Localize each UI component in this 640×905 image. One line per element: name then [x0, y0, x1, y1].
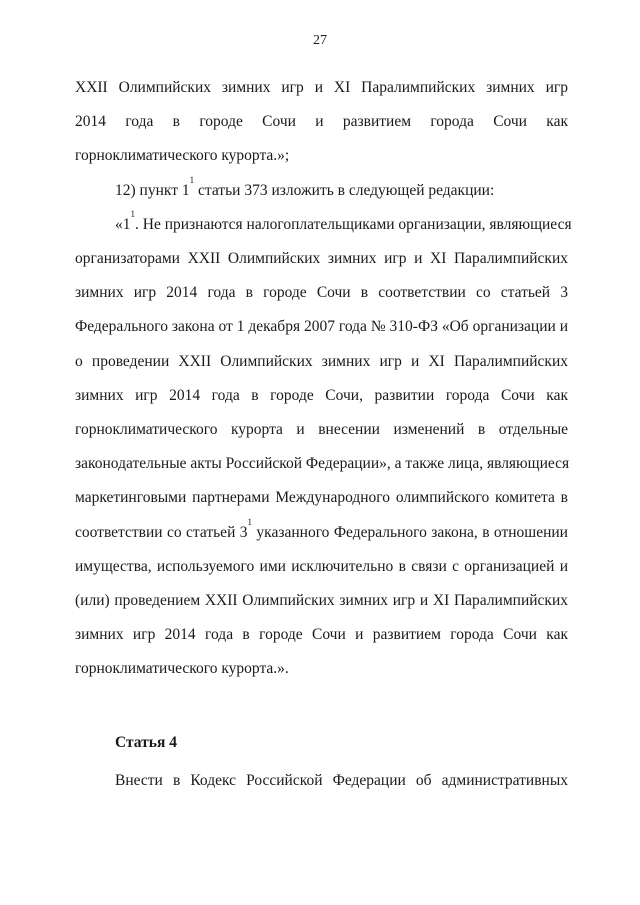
text-line [115, 174, 568, 208]
text-line [75, 516, 568, 550]
sup-line-after: указанного Федерального закона, в отношении [252, 523, 568, 541]
item-12-paragraph [75, 174, 568, 208]
quote-first-line: . Не признаются налогоплательщиками организации, являющиеся [135, 215, 572, 233]
quote-open: «1 [115, 215, 131, 233]
text-line: горноклиматического курорта и внесении изменений в отдельные [75, 421, 568, 439]
text-line: о проведении XXII Олимпийских зимних игр и XI Паралимпийских [75, 352, 568, 370]
text-line: маркетинговыми партнерами Международного олимпийского комитета в [75, 489, 568, 507]
document-body [75, 71, 572, 687]
continuation-paragraph [75, 71, 568, 174]
text-line: законодательные акты Российской Федерации», а также лица, являющиеся [75, 455, 570, 473]
sup-line-before: соответствии со статьей 3 [75, 523, 248, 541]
text-line: имущества, используемого ими исключительно в связи с организацией и [75, 557, 568, 575]
superscript: 1 [189, 174, 195, 185]
text-line: (или) проведением XXII Олимпийских зимних игр и XI Паралимпийских [75, 592, 568, 610]
text-line: горноклиматического курорта.». [75, 660, 289, 678]
item-prefix: 12) пункт 1 [115, 181, 190, 199]
text-line: зимних игр 2014 года в городе Сочи, развитии города Сочи как [75, 386, 568, 404]
page-number: 27 [313, 33, 327, 48]
text-line [75, 208, 572, 242]
quoted-paragraph [75, 208, 572, 687]
text-line: Внести в Кодекс Российской Федерации об административных [115, 772, 568, 789]
article-paragraph [75, 764, 568, 798]
item-suffix: статьи 373 изложить в следующей редакции: [194, 181, 495, 199]
text-line: зимних игр 2014 года в городе Сочи и развитием города Сочи как [75, 626, 568, 644]
text-line: XXII Олимпийских зимних игр и XI Паралимпийских зимних игр [75, 79, 568, 96]
text-line: зимних игр 2014 года в городе Сочи в соответствии со статьей 3 [75, 284, 568, 302]
superscript: 1 [130, 208, 135, 219]
text-line: 2014 года в городе Сочи и развитием города Сочи как [75, 113, 568, 131]
text-line: организаторами XXII Олимпийских зимних игр и XI Паралимпийских [75, 250, 568, 268]
text-line: горноклиматического курорта.»; [75, 147, 290, 165]
article-heading: Статья 4 [115, 734, 177, 751]
text-line: Федерального закона от 1 декабря 2007 года № 310-ФЗ «Об организации и [75, 318, 568, 336]
superscript: 1 [247, 516, 253, 527]
